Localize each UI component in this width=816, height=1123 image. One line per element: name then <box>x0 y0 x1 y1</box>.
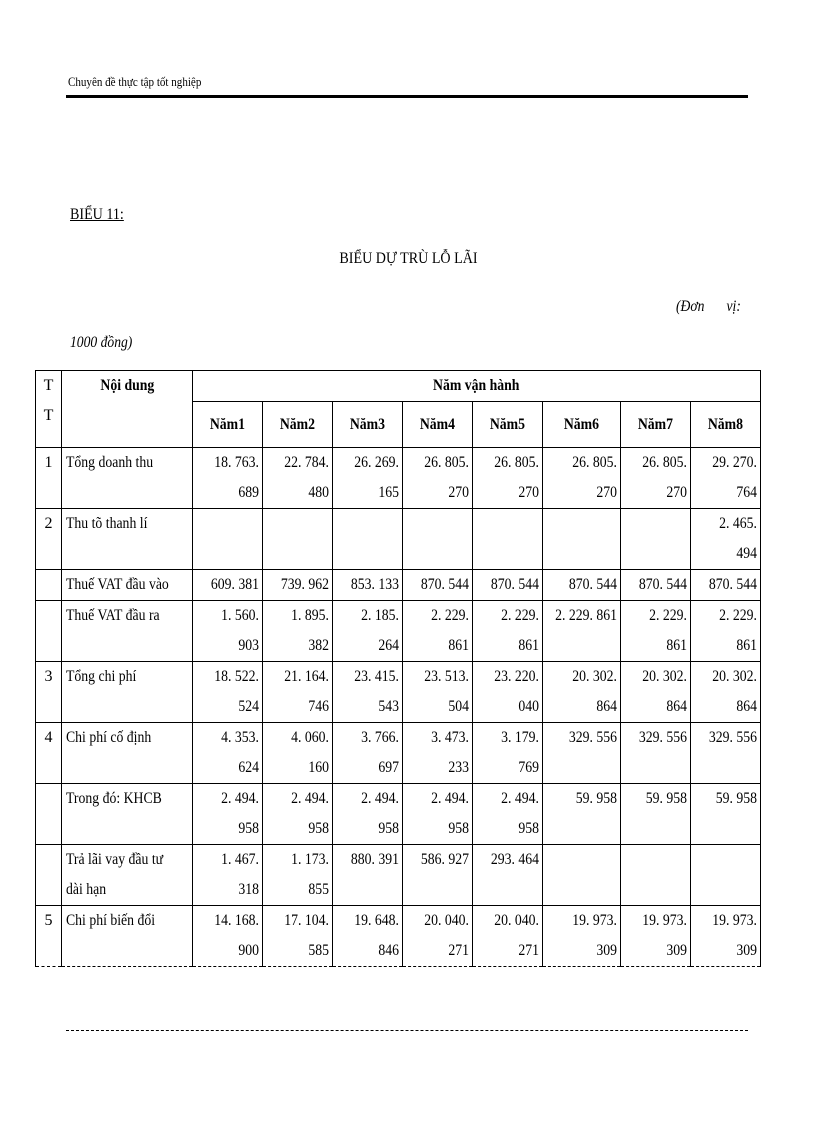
value-cell: 870. 544 <box>473 570 543 601</box>
row-number: 2 <box>36 509 62 570</box>
unit-note-line1: (Đơn vị: <box>676 298 741 315</box>
value-cell: 29. 270. 764 <box>691 448 761 509</box>
value-cell: 2. 229. 861 <box>691 601 761 662</box>
row-number: 4 <box>36 723 62 784</box>
value-cell <box>403 509 473 570</box>
value-cell <box>263 509 333 570</box>
value-cell: 2. 229. 861 <box>543 601 621 662</box>
row-content: Tổng doanh thu <box>62 448 193 509</box>
row-content: Thu tõ thanh lí <box>62 509 193 570</box>
value-cell: 2. 494. 958 <box>403 784 473 845</box>
value-cell: 4. 060. 160 <box>263 723 333 784</box>
row-content: Thuế VAT đầu ra <box>62 601 193 662</box>
value-cell: 329. 556 <box>621 723 691 784</box>
value-cell: 3. 766. 697 <box>333 723 403 784</box>
value-cell: 14. 168. 900 <box>193 906 263 967</box>
table-row <box>36 906 761 967</box>
row-content: Chi phí biến đổi <box>62 906 193 967</box>
row-content: Trả lãi vay đầu tư dài hạn <box>62 845 193 906</box>
value-cell: 880. 391 <box>333 845 403 906</box>
unit-note-line2: 1000 đồng) <box>70 334 133 351</box>
header-year: Năm6 <box>543 402 621 448</box>
value-cell: 1. 895. 382 <box>263 601 333 662</box>
value-cell: 586. 927 <box>403 845 473 906</box>
value-cell: 19. 973. 309 <box>621 906 691 967</box>
header-operating-years: Năm vận hành <box>193 371 761 402</box>
profit-loss-table <box>35 370 761 967</box>
value-cell: 1. 173. 855 <box>263 845 333 906</box>
value-cell: 4. 353. 624 <box>193 723 263 784</box>
table-row <box>36 601 761 662</box>
row-number <box>36 845 62 906</box>
header-rule <box>66 95 748 98</box>
value-cell: 26. 805. 270 <box>621 448 691 509</box>
value-cell: 1. 467. 318 <box>193 845 263 906</box>
value-cell: 19. 973. 309 <box>691 906 761 967</box>
value-cell <box>333 509 403 570</box>
value-cell: 22. 784. 480 <box>263 448 333 509</box>
value-cell: 2. 494. 958 <box>473 784 543 845</box>
value-cell: 23. 513. 504 <box>403 662 473 723</box>
header-year: Năm2 <box>263 402 333 448</box>
header-year: Năm7 <box>621 402 691 448</box>
value-cell: 20. 302. 864 <box>621 662 691 723</box>
value-cell: 23. 415. 543 <box>333 662 403 723</box>
value-cell: 20. 040. 271 <box>473 906 543 967</box>
header-year: Năm3 <box>333 402 403 448</box>
value-cell: 18. 763. 689 <box>193 448 263 509</box>
value-cell: 2. 185. 264 <box>333 601 403 662</box>
row-number: 3 <box>36 662 62 723</box>
table-row <box>36 845 761 906</box>
value-cell: 17. 104. 585 <box>263 906 333 967</box>
table-row <box>36 662 761 723</box>
value-cell: 26. 269. 165 <box>333 448 403 509</box>
value-cell: 609. 381 <box>193 570 263 601</box>
value-cell: 3. 179. 769 <box>473 723 543 784</box>
footer-rule <box>66 1030 748 1031</box>
value-cell: 26. 805. 270 <box>473 448 543 509</box>
value-cell: 2. 494. 958 <box>193 784 263 845</box>
row-number <box>36 784 62 845</box>
header-year: Năm5 <box>473 402 543 448</box>
table-row <box>36 723 761 784</box>
value-cell: 739. 962 <box>263 570 333 601</box>
value-cell: 2. 229. 861 <box>403 601 473 662</box>
value-cell: 2. 229. 861 <box>621 601 691 662</box>
table-row <box>36 509 761 570</box>
value-cell <box>691 845 761 906</box>
row-content: Trong đó: KHCB <box>62 784 193 845</box>
value-cell: 2. 465. 494 <box>691 509 761 570</box>
value-cell: 329. 556 <box>691 723 761 784</box>
value-cell: 2. 494. 958 <box>333 784 403 845</box>
value-cell <box>621 509 691 570</box>
value-cell: 20. 302. 864 <box>691 662 761 723</box>
running-header: Chuyên đề thực tập tốt nghiệp <box>68 74 202 89</box>
value-cell: 23. 220. 040 <box>473 662 543 723</box>
row-number <box>36 570 62 601</box>
table-title <box>0 250 816 268</box>
row-number <box>36 601 62 662</box>
header-year: Năm1 <box>193 402 263 448</box>
value-cell: 20. 040. 271 <box>403 906 473 967</box>
value-cell: 59. 958 <box>691 784 761 845</box>
value-cell: 26. 805. 270 <box>543 448 621 509</box>
value-cell: 1. 560. 903 <box>193 601 263 662</box>
value-cell: 18. 522. 524 <box>193 662 263 723</box>
row-number: 1 <box>36 448 62 509</box>
table-label: BIỂU 11: <box>70 206 124 223</box>
value-cell: 329. 556 <box>543 723 621 784</box>
value-cell: 293. 464 <box>473 845 543 906</box>
row-content: Chi phí cố định <box>62 723 193 784</box>
value-cell: 59. 958 <box>621 784 691 845</box>
value-cell: 26. 805. 270 <box>403 448 473 509</box>
value-cell: 2. 494. 958 <box>263 784 333 845</box>
value-cell: 19. 973. 309 <box>543 906 621 967</box>
value-cell: 870. 544 <box>691 570 761 601</box>
value-cell <box>193 509 263 570</box>
row-number: 5 <box>36 906 62 967</box>
value-cell: 20. 302. 864 <box>543 662 621 723</box>
table-row <box>36 784 761 845</box>
value-cell <box>621 845 691 906</box>
header-year: Năm4 <box>403 402 473 448</box>
value-cell: 2. 229. 861 <box>473 601 543 662</box>
header-tt: T T <box>36 371 62 448</box>
value-cell: 21. 164. 746 <box>263 662 333 723</box>
table-row <box>36 448 761 509</box>
header-content: Nội dung <box>62 371 193 448</box>
value-cell: 870. 544 <box>403 570 473 601</box>
value-cell: 3. 473. 233 <box>403 723 473 784</box>
value-cell: 870. 544 <box>621 570 691 601</box>
header-year: Năm8 <box>691 402 761 448</box>
row-content: Thuế VAT đầu vào <box>62 570 193 601</box>
value-cell: 853. 133 <box>333 570 403 601</box>
value-cell: 59. 958 <box>543 784 621 845</box>
value-cell <box>543 845 621 906</box>
table-title-text: BIỂU DỰ TRÙ LỖ LÃI <box>338 250 478 267</box>
row-content: Tổng chi phí <box>62 662 193 723</box>
table-row <box>36 570 761 601</box>
value-cell: 19. 648. 846 <box>333 906 403 967</box>
value-cell <box>473 509 543 570</box>
value-cell: 870. 544 <box>543 570 621 601</box>
value-cell <box>543 509 621 570</box>
